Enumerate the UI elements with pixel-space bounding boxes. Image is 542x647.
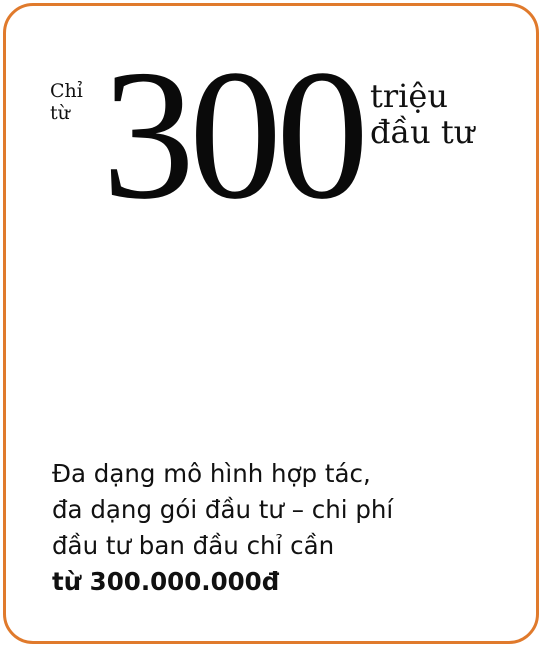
description-line-3: đầu tư ban đầu chỉ cần (52, 531, 335, 560)
prefix-line-1: Chỉ (50, 80, 83, 102)
suffix-line-2: đầu tư (370, 113, 475, 151)
prefix-line-2: từ (50, 102, 70, 124)
suffix-line-1: triệu (370, 77, 448, 115)
description-amount: từ 300.000.000đ (52, 567, 280, 596)
amount-prefix (50, 80, 83, 124)
description-line-1: Đa dạng mô hình hợp tác, (52, 459, 371, 488)
amount-number: 300 (102, 32, 363, 238)
amount-suffix (370, 78, 474, 150)
promo-card (3, 3, 539, 644)
description-line-2: đa dạng gói đầu tư – chi phí (52, 495, 394, 524)
description (52, 456, 532, 600)
